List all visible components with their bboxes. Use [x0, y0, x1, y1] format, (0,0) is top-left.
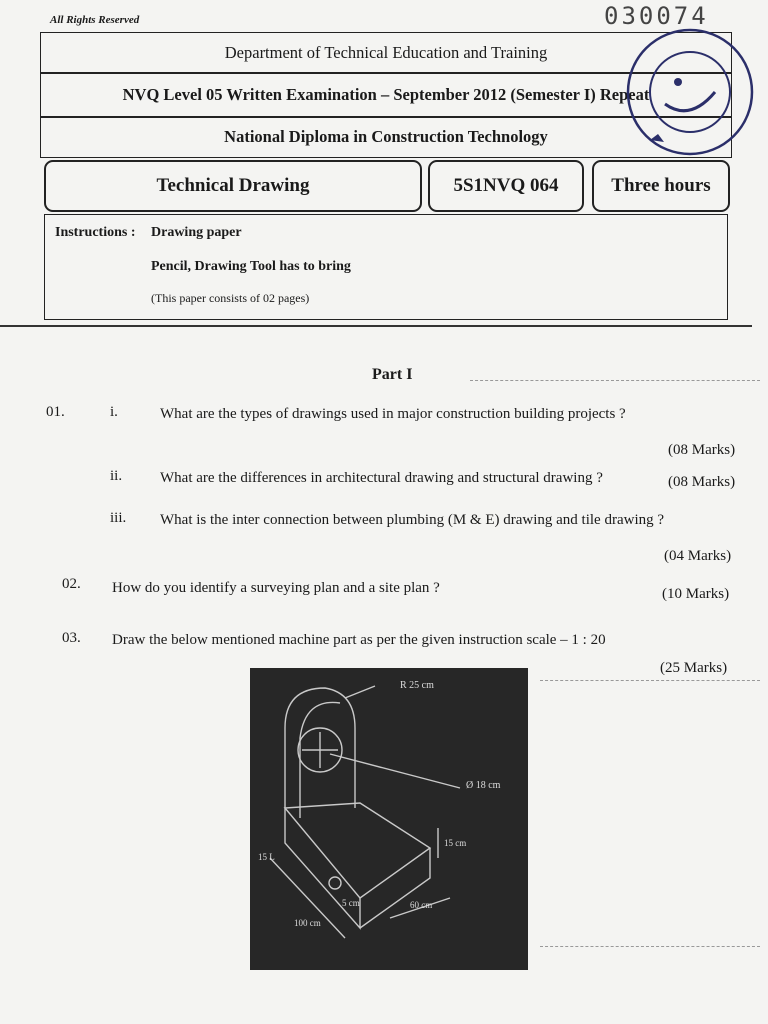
duration-box: [592, 160, 730, 212]
question-marks: (25 Marks): [660, 660, 728, 676]
header-divider: [0, 325, 752, 327]
machine-part-figure: [250, 668, 528, 970]
dimension-thickness: 15 L: [258, 852, 275, 862]
machine-part-drawing: [250, 668, 528, 970]
subject-box: [44, 160, 422, 212]
question-sub-number: iii.: [110, 510, 127, 526]
paper-code: 5S1NVQ 064: [453, 175, 559, 196]
diploma-title: National Diploma in Construction Technology: [40, 116, 732, 158]
rights-reserved: All Rights Reserved: [50, 14, 140, 26]
scan-artifact-line: [540, 946, 760, 947]
question-number: 03.: [62, 630, 81, 646]
dimension-width: 60 cm: [410, 900, 433, 910]
serial-number: 030074: [604, 2, 709, 30]
dimension-hole: 5 cm: [342, 898, 360, 908]
question-sub-number: ii.: [110, 468, 123, 484]
question-text: What are the types of drawings used in major construction building projects ?: [160, 406, 626, 422]
instruction-line-2: Pencil, Drawing Tool has to bring: [151, 259, 351, 274]
question-marks: (08 Marks): [668, 474, 736, 490]
dimension-radius: R 25 cm: [400, 680, 434, 691]
paper-duration: Three hours: [611, 175, 711, 196]
instruction-line-1: Drawing paper: [151, 225, 242, 240]
question-marks: (10 Marks): [662, 586, 730, 602]
instructions-label: Instructions :: [55, 225, 136, 240]
question-number: 01.: [46, 404, 65, 420]
scan-artifact-line: [470, 380, 760, 381]
question-marks: (08 Marks): [668, 442, 736, 458]
subject-name: Technical Drawing: [156, 175, 310, 196]
code-box: [428, 160, 584, 212]
scan-artifact-line: [540, 680, 760, 681]
exam-title: NVQ Level 05 Written Examination – September 2012 (Semester I) Repeat: [40, 72, 732, 118]
question-sub-number: i.: [110, 404, 118, 420]
department-title: Department of Technical Education and Training: [40, 32, 732, 74]
official-seal-icon: [620, 22, 760, 162]
instructions-box: [44, 214, 728, 320]
part-title: Part I: [372, 366, 413, 383]
dimension-height: 15 cm: [444, 838, 467, 848]
question-text: How do you identify a surveying plan and a site plan ?: [112, 580, 440, 596]
dimension-length: 100 cm: [294, 918, 321, 928]
question-text: Draw the below mentioned machine part as per the given instruction scale – 1 : 20: [112, 632, 606, 648]
question-marks: (04 Marks): [664, 548, 732, 564]
dimension-diameter: Ø 18 cm: [466, 780, 501, 791]
question-text: What is the inter connection between plumbing (M & E) drawing and tile drawing ?: [160, 512, 665, 528]
instruction-line-3: (This paper consists of 02 pages): [151, 291, 310, 305]
question-number: 02.: [62, 576, 81, 592]
question-text: What are the differences in architectural drawing and structural drawing ?: [160, 470, 603, 486]
